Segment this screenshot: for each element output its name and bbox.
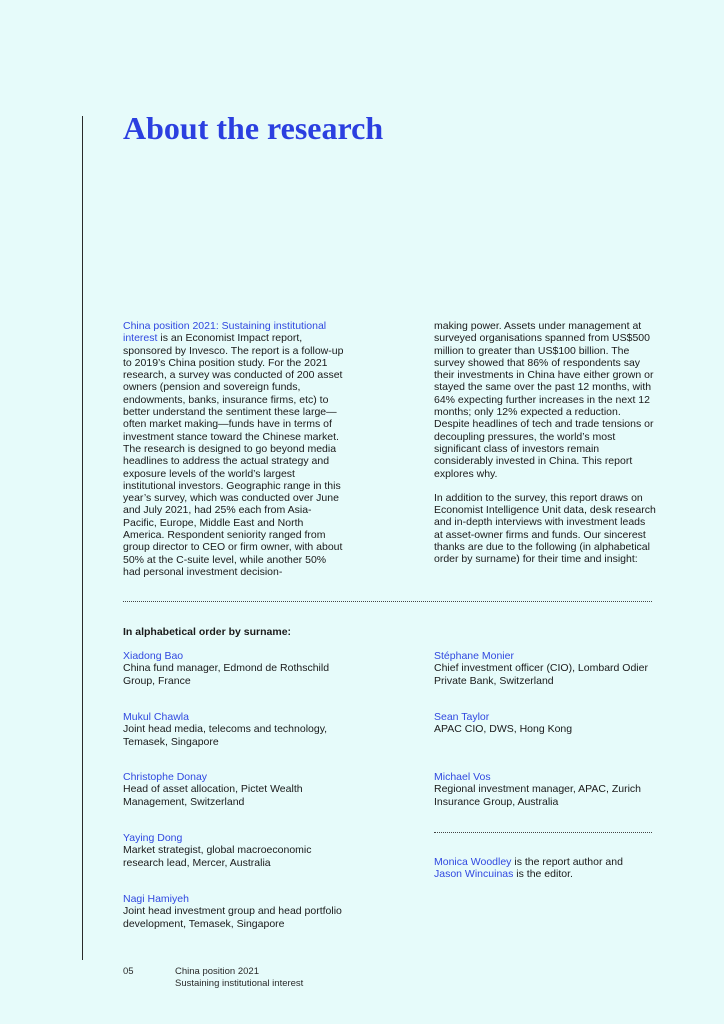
editor-suffix: is the editor. <box>513 868 573 881</box>
author-suffix: is the report author and <box>511 856 623 868</box>
interviewees-heading: In alphabetical order by surname: <box>123 626 292 638</box>
interviewee <box>434 650 654 687</box>
interviewee <box>434 771 654 808</box>
interviewee-role: Market strategist, global macroeconomic research lead, Mercer, Australia <box>123 844 312 869</box>
method-paragraph: In addition to the survey, this report draws on Economist Intelligence Unit data, desk research and in-depth interviews with investment leads at asset-owner firms and funds. Our sincerest thanks are due to the following (in alphabetical order by surname) for their time and insight: <box>434 491 656 566</box>
interviewee <box>123 893 343 930</box>
interviewee-name: Xiadong Bao <box>123 650 184 662</box>
intro-text: is an Economist Impact report, sponsored by Invesco. The report is a follow-up to 2019’s China position study. For the 2021 research, a survey was conducted of 200 asset owners (pension and sovereign funds, endowments, banks, insurance firms, etc) to better understand the sentiment these large—often market making—funds have in terms of investment stance toward the Chinese market. The research is designed to go beyond media headlines to address the actual strategy and exposure levels of the world’s largest institutional investors. Geographic range in this year’s survey, which was conducted over June and July 2021, had 25% each from Asia-Pacific, Europe, Middle East and North America. Respondent seniority ranged from group director to CEO or firm owner, with about 50% at the C-suite level, while another 50% had personal investment decision- <box>123 332 344 578</box>
author-line <box>434 856 656 868</box>
report-title-link: China position 2021: Sustaining institutional interest <box>123 320 327 345</box>
dotted-divider <box>123 601 652 602</box>
credits-divider <box>434 832 652 833</box>
interviewee <box>123 771 343 808</box>
footer-title <box>175 966 303 990</box>
interviewee-role: Regional investment manager, APAC, Zurich Insurance Group, Australia <box>434 783 641 808</box>
page-number: 05 <box>123 966 134 977</box>
interviewee-role: APAC CIO, DWS, Hong Kong <box>434 723 573 736</box>
editor-line <box>434 868 656 880</box>
footer-line-2: Sustaining institutional interest <box>175 978 304 989</box>
footer-line-1: China position 2021 <box>175 966 259 977</box>
interviewee-role: Head of asset allocation, Pictet Wealth Management, Switzerland <box>123 783 303 808</box>
interviewee-name: Sean Taylor <box>434 711 490 723</box>
author-name: Monica Woodley <box>434 856 512 868</box>
interviewee-name: Mukul Chawla <box>123 711 189 723</box>
credits <box>434 856 656 881</box>
editor-name: Jason Wincuinas <box>434 868 514 881</box>
page-title: About the research <box>123 110 384 146</box>
interviewee <box>123 711 343 748</box>
interviewee-name: Christophe Donay <box>123 771 208 783</box>
interviewee-role: Chief investment officer (CIO), Lombard Odier Private Bank, Switzerland <box>434 662 648 687</box>
vertical-rule <box>82 116 83 960</box>
interviewee-role: Joint head investment group and head portfolio development, Temasek, Singapore <box>123 905 342 930</box>
interviewee-name: Yaying Dong <box>123 832 183 844</box>
survey-paragraph: making power. Assets under management at surveyed organisations spanned from US$500 million to greater than US$100 billion. The survey showed that 86% of respondents say their investments in China have either grown or stayed the same over the past 12 months, with 64% expecting further increases in the next 12 months; only 12% expected a reduction. Despite headlines of tech and trade tensions or decoupling pressures, the world’s most significant class of investors remain considerably invested in China. This report explores why. <box>434 320 654 480</box>
interviewee-name: Stéphane Monier <box>434 650 514 662</box>
interviewee-role: Joint head media, telecoms and technology, Temasek, Singapore <box>123 723 328 748</box>
interviewee-role: China fund manager, Edmond de Rothschild Group, France <box>123 662 330 687</box>
interviewee-name: Michael Vos <box>434 771 491 783</box>
body-column-1 <box>123 320 345 578</box>
body-column-2 <box>434 320 656 566</box>
intro-paragraph <box>123 320 345 578</box>
interviewee <box>123 650 343 687</box>
interviewee <box>123 832 343 869</box>
interviewee <box>434 711 654 736</box>
interviewee-name: Nagi Hamiyeh <box>123 893 189 905</box>
